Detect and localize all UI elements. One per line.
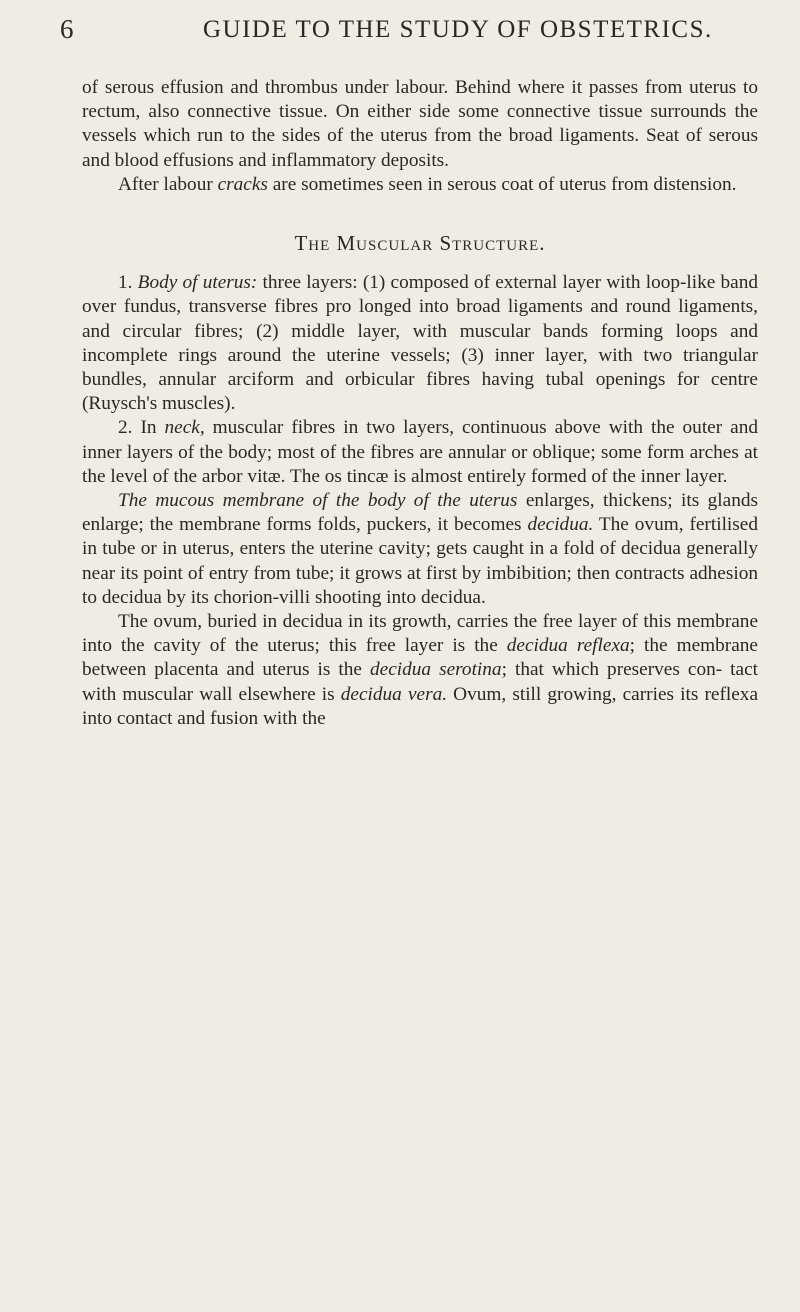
text-run: ; the membrane between placenta and uterus is the — [82, 635, 758, 681]
paragraph-serous-effusion: of serous effusion and thrombus under labour. Behind where it passes from uterus to rectum, also connective tissue. On either side some connective tissue surrounds the vessels which run to the sides of the uterus from the broad ligaments. Seat of serous and blood effusions and inflammatory deposits. — [82, 77, 758, 171]
italic-term: cracks — [217, 173, 268, 195]
italic-term: neck, — [164, 417, 205, 439]
paragraph-cracks — [82, 173, 758, 197]
text-run: are sometimes seen in serous coat of uterus from distension. — [267, 173, 737, 195]
paragraph-neck — [82, 416, 758, 489]
text-run: ; that which preserves con- tact with muscular wall elsewhere is — [82, 659, 759, 705]
body-text — [82, 76, 758, 731]
section-heading: The Muscular Structure. — [294, 231, 546, 256]
page-number: 6 — [60, 14, 75, 44]
italic-term: The mucous membrane of the body of the uterus — [118, 490, 518, 512]
text-run: The ovum, fertilised in tube or in uterus, enters the uterine cavity; gets caught in a fold of decidua generally near its point of entry from tube; it grows at first by imbibition; then contracts adhesion to decidua by its chorion-villi shooting into decidua. — [82, 514, 758, 608]
paragraph-body-of-uterus — [82, 271, 758, 416]
text-run: 1. — [118, 272, 138, 294]
italic-term: decidua serotina — [370, 659, 502, 681]
paragraph-ovum — [82, 610, 758, 731]
text-run: 2. In — [118, 417, 165, 439]
italic-term: decidua. — [527, 514, 594, 536]
running-head: GUIDE TO THE STUDY OF OBSTETRICS. — [203, 16, 713, 43]
italic-term: decidua reflexa — [506, 635, 630, 657]
italic-term: decidua vera. — [340, 683, 448, 705]
paragraph-mucous-membrane — [82, 489, 758, 610]
text-run: muscular fibres in two layers, continuous above with the outer and inner layers of the body; most of the fibres are annular or oblique; some form arches at the level of the arbor vitæ. The os tincæ is almost entirely formed of the inner layer. — [82, 417, 758, 487]
text-run: three layers: (1) composed of external layer with loop-like band over fundus, transverse fibres pro longed into broad ligaments and round ligaments, and circular fibres; (2) middle layer, with muscular bands forming loops and incomplete rings around the uterine vessels; (3) inner layer, with two triangular bundles, annular arciform and orbicular fibres having tubal openings for centre (Ruysch's muscles). — [82, 272, 759, 415]
text-run: After labour — [118, 173, 218, 195]
text-run: The ovum, buried in decidua in its growth, carries the free layer of this membrane into the cavity of the uterus; this free layer is the — [82, 611, 758, 657]
text-run: Ovum, still growing, carries its reflexa into contact and fusion with the — [82, 683, 759, 729]
text-run: enlarges, thickens; its glands enlarge; the membrane forms folds, puckers, it becomes — [82, 490, 758, 536]
italic-term: Body of uterus: — [137, 272, 258, 294]
